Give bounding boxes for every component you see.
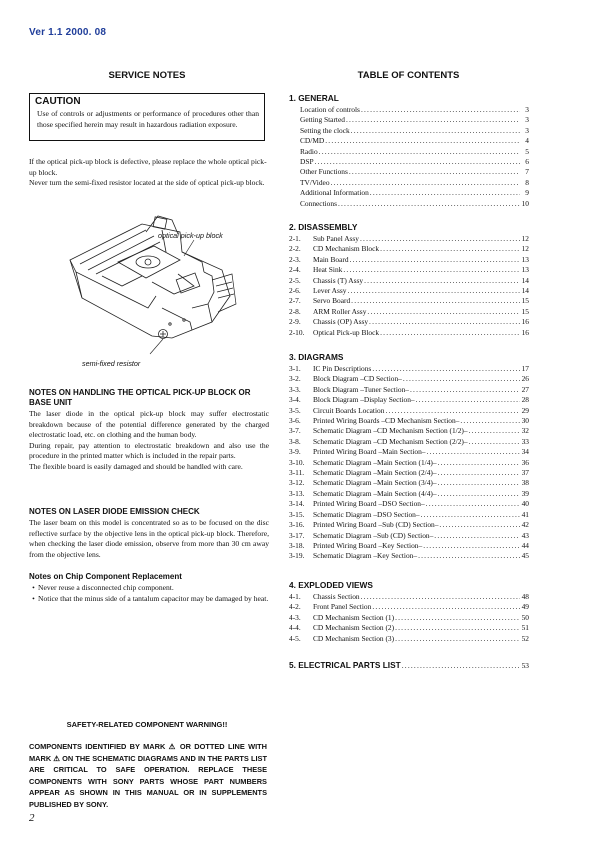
toc-leader-dots: [438, 468, 520, 478]
toc-entry[interactable]: [289, 551, 529, 561]
toc-entry[interactable]: [289, 307, 529, 317]
chip-heading: Notes on Chip Component Replacement: [29, 572, 182, 581]
toc-entry-label: Main Board: [313, 254, 349, 264]
chip-item-2: • Notice that the minus side of a tantalum capacitor may be damaged by heat.: [32, 593, 269, 603]
toc-entry-page: 52: [521, 633, 529, 643]
toc-entry[interactable]: [289, 499, 529, 509]
toc-entry-label: Printed Wiring Board –Main Section–: [313, 447, 426, 457]
toc-entry-number: 2-7.: [289, 296, 301, 306]
laser-heading: NOTES ON LASER DIODE EMISSION CHECK: [29, 507, 200, 516]
toc-entry-page: 34: [521, 447, 529, 457]
toc-entry-label: Block Diagram –CD Section–: [313, 374, 402, 384]
toc-entry-number: 2-9.: [289, 317, 301, 327]
toc-entry[interactable]: [289, 520, 529, 530]
toc-entry-label: IC Pin Descriptions: [313, 364, 372, 373]
toc-entry-number: 2-1.: [289, 234, 301, 243]
toc-entry[interactable]: [289, 199, 529, 209]
optical-note-line-1: If the optical pick-up block is defective, please replace the whole optical pick-up block.: [29, 157, 267, 177]
toc-entry-page: 32: [521, 426, 529, 436]
toc-leader-dots: [434, 531, 520, 541]
toc-entry[interactable]: [289, 458, 529, 468]
toc-entry-page: 38: [521, 478, 529, 488]
toc-section-heading: 5. ELECTRICAL PARTS LIST: [289, 660, 401, 670]
toc-entry-label: Schematic Diagram –CD Mechanism Section (2/2)–: [313, 436, 468, 446]
toc-entry-page: 12: [521, 244, 529, 254]
toc-leader-dots: [372, 602, 520, 612]
toc-entry-page: 14: [521, 286, 529, 296]
toc-leader-dots: [351, 126, 520, 136]
toc-entry-label: Setting the clock: [300, 125, 350, 135]
toc-entry-page: 50: [521, 612, 529, 622]
toc-entry-page: 10: [521, 198, 529, 208]
toc-entry[interactable]: [289, 426, 529, 436]
caution-heading: CAUTION: [35, 96, 81, 107]
toc-entry-page: 26: [521, 374, 529, 384]
toc-entry-page: 40: [521, 499, 529, 509]
toc-entry-label: Printed Wiring Board –Sub (CD) Section–: [313, 520, 439, 530]
toc-entry-label: Schematic Diagram –Main Section (2/4)–: [313, 468, 437, 478]
toc-entry[interactable]: [289, 296, 529, 306]
toc-entry-page: 29: [521, 405, 529, 415]
toc-entry-label: TV/Video: [300, 177, 330, 187]
toc-entry-label: Schematic Diagram –Key Section–: [313, 551, 418, 561]
toc-entry-label: Schematic Diagram –DSO Section–: [313, 509, 420, 519]
toc-leader-dots: [469, 437, 520, 447]
toc-entry[interactable]: [289, 374, 529, 384]
toc-entry-number: 3-6.: [289, 416, 301, 426]
toc-title: TABLE OF CONTENTS: [357, 70, 460, 81]
toc-entry[interactable]: [289, 531, 529, 541]
toc-leader-dots: [346, 115, 520, 125]
toc-entry-number: 3-9.: [289, 447, 301, 457]
toc-leader-dots: [439, 520, 520, 530]
safety-warning-title: SAFETY-RELATED COMPONENT WARNING!!: [66, 720, 228, 729]
toc-entry-label: Chassis (OP) Assy: [313, 317, 369, 327]
toc-section-heading: 1. GENERAL: [289, 93, 339, 103]
toc-leader-dots: [395, 613, 520, 623]
handling-p3: The flexible board is easily damaged and should be handled with care.: [29, 461, 243, 471]
toc-entry-page: 48: [521, 592, 529, 601]
toc-entry-number: 4-2.: [289, 602, 301, 612]
toc-entry-page: 44: [521, 540, 529, 550]
toc-entry-page: 27: [521, 384, 529, 394]
toc-leader-dots: [416, 395, 520, 405]
toc-entry[interactable]: [289, 286, 529, 296]
toc-entry[interactable]: [289, 147, 529, 157]
toc-leader-dots: [319, 147, 520, 157]
toc-entry-number: 3-8.: [289, 436, 301, 446]
toc-entry-page: 37: [521, 468, 529, 478]
toc-entry-page: 8: [525, 177, 529, 187]
toc-entry[interactable]: [289, 602, 529, 612]
toc-entry-page: 16: [521, 327, 529, 337]
chip-item-2-text: Notice that the minus side of a tantalum capacitor may be damaged by heat.: [38, 593, 269, 603]
toc-entry[interactable]: [289, 385, 529, 395]
toc-leader-dots: [315, 157, 520, 167]
handling-p1: The laser diode in the optical pick-up block may suffer electrostatic breakdown because of the potential difference generated by the charged electrostatic load, etc. on clothing and the human body.: [29, 409, 269, 439]
toc-entry[interactable]: [289, 447, 529, 457]
toc-leader-dots: [338, 199, 520, 209]
toc-entry-number: 3-2.: [289, 374, 301, 384]
toc-leader-dots: [460, 416, 520, 426]
toc-entry[interactable]: [289, 265, 529, 275]
toc-entry-page: 30: [521, 416, 529, 426]
toc-leader-dots: [351, 296, 520, 306]
toc-section: [289, 580, 529, 644]
toc-entry-label: Block Diagram –Display Section–: [313, 395, 415, 405]
toc-entry-number: 2-10.: [289, 327, 305, 337]
toc-entry-number: 3-10.: [289, 457, 305, 467]
toc-entry-number: 4-1.: [289, 592, 301, 601]
toc-entry[interactable]: [289, 234, 529, 244]
toc-leader-dots: [369, 317, 520, 327]
laser-body: The laser beam on this model is concentrated so as to be focused on the disc reflective surface by the objective lens in the optical pick-up block. Therefore, when checking the laser diode emission, observe from more than 30 cm away from the objective lens.: [29, 518, 269, 559]
toc-entry-label: Chassis Section: [313, 592, 360, 601]
toc-entry[interactable]: [289, 416, 529, 426]
toc-leader-dots: [426, 499, 520, 509]
toc-entry-label: Schematic Diagram –Sub (CD) Section–: [313, 530, 434, 540]
toc-entry-number: 2-2.: [289, 244, 301, 254]
toc-entry-page: 3: [525, 115, 529, 125]
toc-entry-page: 7: [525, 167, 529, 177]
toc-entry-label: Schematic Diagram –CD Mechanism Section (1/2)–: [313, 426, 468, 436]
toc-entry-label: Block Diagram –Tuner Section–: [313, 384, 409, 394]
toc-entry[interactable]: [289, 328, 529, 338]
handling-heading: NOTES ON HANDLING THE OPTICAL PICK-UP BLOCK OR BASE UNIT: [29, 388, 251, 407]
toc-entry-page: 28: [521, 395, 529, 405]
toc-entry[interactable]: [289, 136, 529, 146]
toc-section-heading: 3. DIAGRAMS: [289, 352, 344, 362]
chip-list: [29, 583, 269, 604]
toc-entry-label: Front Panel Section: [313, 602, 372, 612]
toc-entry[interactable]: [289, 364, 529, 374]
toc-entry[interactable]: [289, 478, 529, 488]
toc-entry-parts-list[interactable]: [289, 660, 529, 671]
toc-entry[interactable]: [289, 437, 529, 447]
chip-item-1: • Never reuse a disconnected chip component.: [32, 583, 174, 592]
toc-entry-label: Schematic Diagram –Main Section (4/4)–: [313, 488, 437, 498]
toc-entry[interactable]: [289, 395, 529, 405]
toc-entry-page: 42: [521, 520, 529, 530]
toc-entry[interactable]: [289, 105, 529, 115]
toc-section-heading: 4. EXPLODED VIEWS: [289, 580, 373, 590]
toc-entry-label: CD Mechanism Block: [313, 244, 380, 254]
toc-entry[interactable]: [289, 188, 529, 198]
toc-entry-label: Sub Panel Assy: [313, 234, 359, 243]
caution-box: [29, 93, 265, 141]
caution-text: Use of controls or adjustments or performance of procedures other than those specified herein may result in hazardous radiation exposure.: [37, 109, 259, 129]
toc-leader-dots: [364, 276, 520, 286]
toc-entry-number: 2-5.: [289, 275, 301, 285]
toc-entry-number: 2-8.: [289, 306, 301, 316]
toc-entry[interactable]: [289, 406, 529, 416]
toc-leader-dots: [438, 489, 520, 499]
toc-entry-label: Radio: [300, 146, 318, 156]
toc-entry-label: Getting Started: [300, 115, 345, 125]
toc-entry-number: 3-18.: [289, 540, 305, 550]
toc-entry-number: 4-4.: [289, 623, 301, 633]
toc-entry[interactable]: [289, 126, 529, 136]
service-notes-title: SERVICE NOTES: [108, 70, 186, 81]
page-number: 2: [29, 812, 35, 824]
toc-entry[interactable]: [289, 115, 529, 125]
toc-section: [289, 93, 529, 209]
toc-leader-dots: [325, 136, 520, 146]
toc-leader-dots: [380, 328, 520, 338]
toc-entry-label: Lever Assy: [313, 286, 347, 296]
toc-entry-label: ARM Roller Assy: [313, 306, 367, 316]
toc-entry-label: Chassis (T) Assy: [313, 275, 364, 285]
toc-entry[interactable]: [289, 276, 529, 286]
toc-entry-label: Circuit Boards Location: [313, 405, 385, 415]
toc-leader-dots: [370, 188, 520, 198]
toc-leader-dots: [438, 458, 520, 468]
toc-entry[interactable]: [289, 157, 529, 167]
toc-leader-dots: [372, 364, 520, 374]
toc-entry-label: CD Mechanism Section (1): [313, 612, 395, 622]
toc-leader-dots: [410, 385, 520, 395]
toc-entry-number: 2-6.: [289, 286, 301, 296]
toc-leader-dots: [395, 634, 520, 644]
toc-entry-number: 2-3.: [289, 254, 301, 264]
toc-leader-dots: [367, 307, 520, 317]
toc-leader-dots: [380, 244, 520, 254]
toc-entry-page: 33: [521, 436, 529, 446]
toc-entry-number: 3-5.: [289, 405, 301, 415]
toc-entry-number: 4-5.: [289, 633, 301, 643]
right-flex-connector: [212, 274, 236, 312]
toc-entry-number: 3-14.: [289, 499, 305, 509]
toc-entry-number: 3-17.: [289, 530, 305, 540]
toc-leader-dots: [349, 167, 520, 177]
toc-entry-label: Schematic Diagram –Main Section (3/4)–: [313, 478, 437, 488]
toc-section: [289, 222, 529, 338]
toc-entry-page: 12: [521, 234, 529, 243]
chip-item-1-text: Never reuse a disconnected chip component.: [38, 583, 174, 592]
safety-warning-body: COMPONENTS IDENTIFIED BY MARK ⚠ OR DOTTED LINE WITH MARK ⚠ ON THE SCHEMATIC DIAGRAMS AND IN THE PARTS LIST ARE CRITICAL TO SAFE OPERATION. REPLACE THESE COMPONENTS WITH SONY PARTS WHOSE PART NUMBERS APPEAR AS SHOWN IN THIS MANUAL OR IN SUPPLEMENTS PUBLISHED BY SONY.: [29, 742, 267, 809]
toc-entry[interactable]: [289, 613, 529, 623]
toc-entry[interactable]: [289, 178, 529, 188]
toc-leader-dots: [438, 478, 520, 488]
toc-leader-dots: [361, 592, 520, 602]
toc-entry[interactable]: [289, 468, 529, 478]
toc-leader-dots: [350, 255, 520, 265]
toc-entry-page: 15: [521, 296, 529, 306]
toc-section: [289, 352, 529, 562]
semi-fixed-resistor-label: semi-fixed resistor: [82, 359, 141, 368]
version-date: Ver 1.1 2000. 08: [29, 27, 107, 38]
optical-note-line-2: Never turn the semi-fixed resistor located at the side of optical pick-up block.: [29, 178, 265, 187]
toc-leader-dots: [385, 406, 520, 416]
toc-entry-number: 2-4.: [289, 265, 301, 275]
toc-entry-page: 6: [525, 157, 529, 167]
optical-pickup-label: optical pick-up block: [158, 231, 223, 240]
toc-entry-label: CD Mechanism Section (2): [313, 623, 395, 633]
toc-entry-number: 3-13.: [289, 488, 305, 498]
toc-leader-dots: [418, 551, 520, 561]
toc-leader-dots: [331, 178, 520, 188]
toc-entry-number: 3-19.: [289, 551, 305, 561]
toc-entry-number: 4-3.: [289, 612, 301, 622]
toc-entry-page: 36: [521, 457, 529, 467]
toc-leader-dots: [347, 286, 520, 296]
toc-entry-page: 3: [525, 105, 529, 114]
toc-entry-page: 49: [521, 602, 529, 612]
toc-entry-label: Heat Sink: [313, 265, 343, 275]
toc-entry-label: CD/MD: [300, 136, 325, 146]
toc-entry[interactable]: [289, 541, 529, 551]
toc-entry-page: 14: [521, 275, 529, 285]
handling-body: [29, 409, 269, 472]
toc-leader-dots: [402, 661, 520, 671]
toc-entry-number: 3-1.: [289, 364, 301, 373]
toc-entry[interactable]: [289, 167, 529, 177]
toc-entry[interactable]: [289, 489, 529, 499]
optical-pickup-diagram: [62, 212, 242, 372]
toc-entry[interactable]: [289, 634, 529, 644]
toc-leader-dots: [395, 623, 520, 633]
toc-entry-label: Servo Board: [313, 296, 351, 306]
toc-leader-dots: [403, 374, 520, 384]
toc-entry-number: 3-4.: [289, 395, 301, 405]
toc-entry-label: Location of controls: [300, 105, 360, 114]
toc-entry-page: 4: [525, 136, 529, 146]
toc-entry-page: 5: [525, 146, 529, 156]
optical-pickup-note: [29, 157, 269, 189]
toc-section-heading: 2. DISASSEMBLY: [289, 222, 358, 232]
toc-entry[interactable]: [289, 623, 529, 633]
toc-leader-dots: [360, 234, 520, 244]
toc-entry-number: 3-15.: [289, 509, 305, 519]
toc-entry-number: 3-3.: [289, 384, 301, 394]
toc-entry-number: 3-16.: [289, 520, 305, 530]
toc-entry-label: Optical Pick-up Block: [313, 327, 380, 337]
toc-entry-page: 13: [521, 254, 529, 264]
toc-leader-dots: [343, 265, 520, 275]
toc-entry[interactable]: [289, 510, 529, 520]
toc-entry-label: Other Functions: [300, 167, 348, 177]
toc-leader-dots: [426, 447, 520, 457]
toc-entry-page: 15: [521, 306, 529, 316]
handling-p2: During repair, pay attention to electrostatic breakdown and also use the procedure in the printed matter which is included in the repair parts.: [29, 440, 269, 460]
toc-entry-number: 3-7.: [289, 426, 301, 436]
toc-entry-page: 43: [521, 530, 529, 540]
toc-entry-label: Additional Information: [300, 188, 369, 198]
toc-entry-page: 51: [521, 623, 529, 633]
toc-entry-label: Printed Wiring Board –DSO Section–: [313, 499, 425, 509]
toc-entry-number: 3-11.: [289, 468, 305, 478]
toc-entry-page: 13: [521, 265, 529, 275]
toc-entry-number: 3-12.: [289, 478, 305, 488]
toc-entry-page: 53: [521, 661, 529, 670]
toc-entry[interactable]: [289, 244, 529, 254]
toc-entry-page: 17: [521, 364, 529, 373]
toc-entry-label: CD Mechanism Section (3): [313, 633, 395, 643]
toc-entry-label: Printed Wiring Board –Key Section–: [313, 540, 423, 550]
toc-leader-dots: [423, 541, 520, 551]
toc-entry-label: DSP: [300, 157, 314, 167]
toc-entry-page: 39: [521, 488, 529, 498]
toc-entry-page: 9: [525, 188, 529, 198]
toc-entry-page: 16: [521, 317, 529, 327]
toc-entry-page: 41: [521, 509, 529, 519]
toc-entry-page: 45: [521, 551, 529, 561]
toc-entry-label: Printed Wiring Boards –CD Mechanism Section–: [313, 416, 460, 426]
toc-entry[interactable]: [289, 317, 529, 327]
toc-leader-dots: [421, 510, 520, 520]
toc-section: [289, 660, 529, 671]
toc-entry-label: Connections: [300, 198, 337, 208]
toc-leader-dots: [469, 426, 520, 436]
toc-entry[interactable]: [289, 255, 529, 265]
toc-entry-page: 3: [525, 125, 529, 135]
toc-leader-dots: [361, 105, 520, 115]
toc-entry[interactable]: [289, 592, 529, 602]
toc-entry-label: Schematic Diagram –Main Section (1/4)–: [313, 457, 437, 467]
